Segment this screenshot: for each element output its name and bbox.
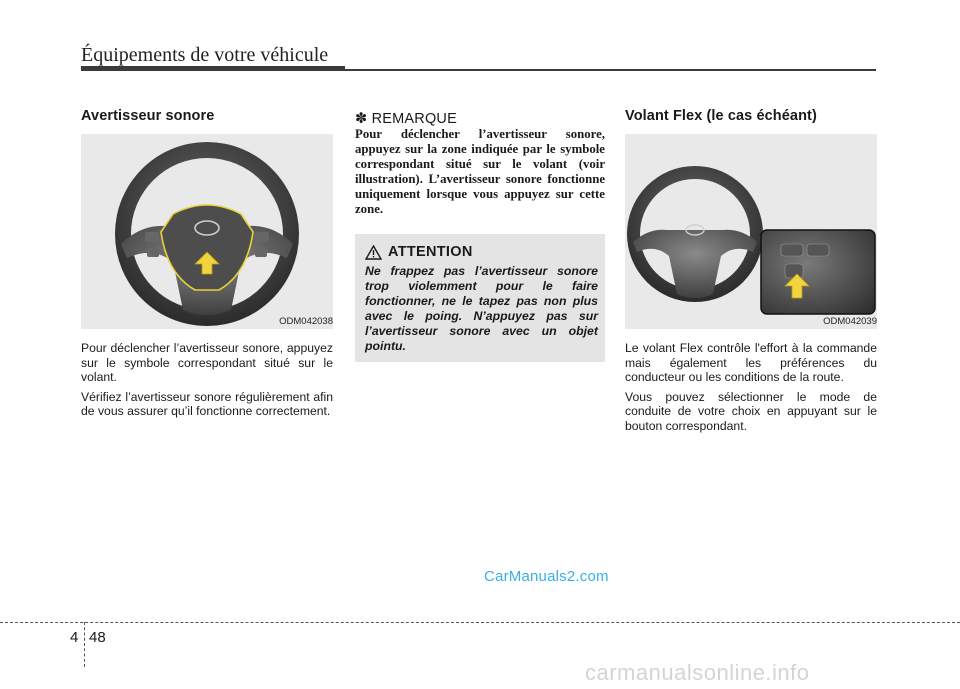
horn-section-title: Avertisseur sonore [81, 108, 215, 124]
middle-column [355, 108, 605, 217]
note-text: Pour déclencher l’avertisseur sonore, appuyez sur la zone indiquée par le symbole correspondant situé sur le volant (voir illustration). L’avertisseur sonore fonctionne uniquement lorsque vous appuyez sur cette zone. [355, 127, 605, 216]
chapter-number: 4 [70, 629, 79, 646]
right-column [625, 108, 877, 434]
note-mark-icon: ✽ [355, 111, 368, 127]
steering-wheel-horn-image [81, 134, 333, 329]
attention-title: ATTENTION [388, 244, 473, 260]
left-column [81, 108, 333, 419]
header-rule-thin [345, 69, 876, 71]
attention-text: Ne frappez pas l’avertisseur sonore trop violemment pour le faire fonctionner, ne le tapez pas non plus avec le poing. N’appuyez pas sur l’avertisseur sonore avec un objet pointu. [365, 264, 598, 353]
header-rule-thick [81, 66, 345, 71]
carmanuals2-watermark-link[interactable]: CarManuals2.com [484, 568, 609, 585]
steering-wheel-flex-image [625, 134, 877, 329]
horn-paragraph-1: Pour déclencher l’avertisseur sonore, appuyez sur le symbole correspondant situé sur le volant. [81, 341, 333, 385]
note-heading [355, 111, 605, 127]
note-heading-label: REMARQUE [371, 111, 457, 127]
footer-dashed-divider [84, 622, 85, 667]
footer-dashed-rule [0, 622, 960, 623]
horn-figure-code: ODM042038 [279, 316, 333, 327]
horn-paragraph-2: Vérifiez l’avertisseur sonore régulièrement afin de vous assurer qu’il fonctionne correctement. [81, 389, 333, 419]
flex-steering-figure [625, 134, 877, 329]
attention-box [355, 234, 605, 362]
attention-header [365, 244, 598, 260]
horn-figure [81, 134, 333, 329]
flex-paragraph-1: Le volant Flex contrôle l'effort à la commande mais également les préférences du conducteur ou les conditions de la route. [625, 341, 877, 385]
page-header-title: Équipements de votre véhicule [81, 44, 329, 66]
carmanualsonline-watermark: carmanualsonline.info [585, 660, 810, 685]
warning-triangle-icon [365, 245, 382, 260]
flex-steering-figure-code: ODM042039 [823, 316, 877, 327]
page-number: 48 [89, 629, 106, 646]
flex-paragraph-2: Vous pouvez sélectionner le mode de conduite de votre choix en appuyant sur le bouton correspondant. [625, 389, 877, 433]
flex-steering-section-title: Volant Flex (le cas échéant) [625, 108, 817, 124]
